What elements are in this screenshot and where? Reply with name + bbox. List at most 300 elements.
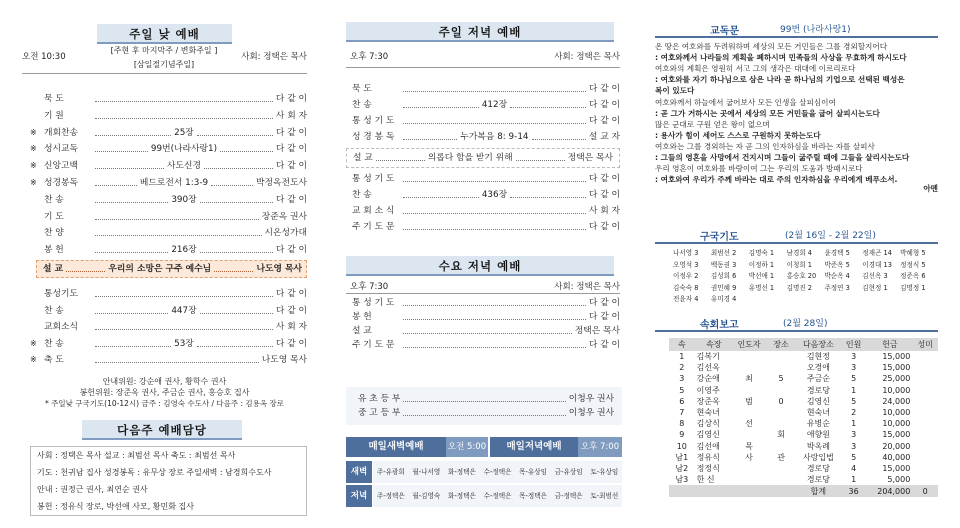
- order-row: [30, 176, 307, 190]
- dot-leader: [403, 188, 479, 198]
- order-row: [30, 337, 308, 351]
- table-row: [669, 474, 938, 485]
- divider: [22, 73, 307, 74]
- dot-leader: [95, 142, 148, 152]
- table-cell: 20,000: [882, 441, 911, 451]
- order-person: 사 회 자: [275, 110, 307, 121]
- table-cell: 4: [851, 463, 857, 473]
- table-cell: [912, 351, 938, 362]
- order-detail: 447장: [171, 305, 197, 316]
- order-row: [44, 287, 307, 301]
- table-cell: [912, 385, 938, 396]
- responsive-line: : 곧 그가 거하시는 곳에서 세상의 모든 거민들을 굽어 살피시는도다: [655, 108, 880, 118]
- dot-leader: [204, 159, 273, 169]
- sunday-time: 오전 10:30: [22, 52, 66, 62]
- table-cell: [765, 351, 797, 362]
- prayer-name: 이경대 13: [862, 260, 892, 269]
- order-detail: 25장: [174, 127, 194, 138]
- sunday-service-title: 주일 낮 예배: [97, 24, 232, 44]
- order-label: 찬 송: [44, 338, 64, 349]
- offering-note: 봉헌위원: 장준옥 권사, 주금순 권사, 홍승호 집사: [79, 388, 250, 397]
- table-row: [669, 396, 938, 407]
- prayer-name: 권민혜 9: [710, 283, 737, 292]
- order-row: [352, 338, 620, 352]
- order-row: [44, 304, 307, 318]
- table-cell: [912, 452, 938, 463]
- sunday-theme1: [주현 후 마지막주 / 변화주일 ]: [110, 46, 218, 55]
- sermon-label: 설 교: [353, 153, 373, 163]
- table-header-cell: 다음장소: [802, 340, 834, 349]
- dot-leader: [403, 82, 586, 92]
- order-row: [352, 130, 620, 144]
- table-cell: 정정식: [696, 463, 720, 473]
- prayer-name: 오영석 3: [673, 260, 699, 269]
- order-detail: 베드로전서 1:3-9: [139, 178, 209, 188]
- dot-leader: [532, 130, 586, 140]
- prayer-name: 김명정 1: [900, 283, 926, 292]
- dot-leader: [95, 193, 168, 203]
- dot-leader: [211, 176, 253, 186]
- table-cell: [733, 407, 765, 418]
- prayer-name: 김숙숙 8: [673, 283, 699, 292]
- table-cell: 김선애: [696, 441, 720, 451]
- table-cell: 5: [851, 396, 857, 406]
- table-cell: 김선옥: [696, 363, 720, 373]
- prayer-name: 나서영 3: [673, 249, 699, 257]
- order-label: 기 도: [44, 211, 64, 222]
- order-label: 주 기 도 문: [352, 340, 395, 350]
- school-row-label: 중 고 등 부: [358, 408, 401, 418]
- table-cell: 김현정: [806, 352, 830, 362]
- sermon-label: 설 교: [43, 264, 64, 274]
- table-row: [669, 362, 938, 373]
- next-week-line: 사회 : 정택은 목사 설교 : 최범선 목사 축도 : 최범선 목사: [37, 451, 236, 460]
- table-total-cell: 합계: [810, 486, 827, 496]
- dot-leader: [403, 310, 586, 320]
- order-person: 다 같 이: [275, 305, 308, 316]
- table-header-cell: 인도자: [737, 340, 761, 349]
- prayer-name: 김성희 6: [710, 272, 737, 280]
- order-person: 다 같 이: [588, 190, 620, 200]
- prayer-name: 김현정 1: [862, 283, 888, 292]
- prayer-name: [824, 294, 862, 306]
- table-cell: 남2: [675, 463, 689, 473]
- order-label: 주 기 도 문: [352, 222, 395, 232]
- table-total-cell: [765, 485, 797, 497]
- daily-row2: [373, 485, 622, 507]
- daily-cell: 토-유상임: [590, 468, 619, 476]
- dot-leader: [95, 320, 273, 330]
- order-row: [44, 193, 307, 207]
- order-row: [30, 142, 307, 156]
- school-row-label: 유 초 등 부: [358, 394, 401, 404]
- table-cell: 10,000: [882, 408, 911, 418]
- dot-leader: [403, 204, 586, 214]
- responsive-header: [655, 22, 938, 38]
- order-label: 묵 도: [44, 94, 64, 104]
- next-week-line: 기도 : 천귀남 집사 성경봉독 : 유무상 장로 주일새벽 : 남경희수도사: [37, 468, 272, 477]
- dot-leader: [95, 176, 137, 186]
- prayer-name: [900, 294, 938, 306]
- order-label: 찬 송: [44, 305, 64, 316]
- table-cell: 회: [777, 430, 785, 440]
- dot-leader: [403, 324, 572, 334]
- order-person: 다 같 이: [275, 127, 308, 138]
- table-cell: [912, 373, 938, 384]
- table-cell: 경로당: [806, 475, 830, 485]
- wednesday-host: 사회: 정택은 목사: [554, 282, 620, 292]
- order-person: 다 같 이: [588, 174, 620, 184]
- prayer-row: [673, 271, 938, 283]
- prayer-name: [749, 294, 787, 306]
- order-row: [44, 243, 307, 257]
- table-cell: 정유식: [696, 452, 720, 462]
- prayer-name: 이정우 2: [673, 272, 699, 280]
- table-cell: 남3: [675, 475, 689, 485]
- table-cell: 현숙녀: [696, 408, 720, 418]
- divider: [346, 67, 620, 68]
- prayer-name: 정재곤 14: [862, 249, 892, 257]
- dot-leader: [403, 130, 457, 140]
- table-header-cell: 장소: [773, 340, 789, 349]
- prayer-name: 전윤자 4: [673, 295, 699, 303]
- table-cell: 5: [851, 452, 857, 462]
- responsive-line: : 여호와께서 나라들의 계획을 폐하시며 민족들의 사상을 무효하게 하시도다: [655, 53, 907, 63]
- responsive-number: 99번 (나라사랑1): [780, 25, 851, 35]
- table-row: [669, 385, 938, 396]
- order-person: 다 같 이: [588, 298, 620, 308]
- table-row: [669, 441, 938, 452]
- responsive-line: 많은 군대로 구원 얻은 왕이 없으며: [655, 119, 770, 129]
- table-cell: 김복기: [696, 352, 720, 362]
- table-cell: 1: [851, 419, 857, 429]
- responsive-line: : 여호와를 자기 하나님으로 삼은 나라 곧 하나님의 기업으로 선택된 백성은: [655, 75, 905, 85]
- responsive-line: 복이 있도다: [655, 86, 695, 96]
- prayer-name: 남경희 4: [786, 249, 812, 257]
- order-person: 시온성가대: [264, 228, 307, 239]
- prayer-name: [862, 294, 900, 306]
- order-row: [352, 172, 620, 186]
- dot-leader: [510, 98, 586, 108]
- evening-time: 오후 7:30: [350, 52, 389, 62]
- table-cell: 0: [778, 396, 784, 406]
- bullet-mark: ※: [30, 178, 37, 187]
- sermon-title: 우리의 소망은 구주 예수님: [108, 264, 212, 274]
- order-label: 신앙고백: [44, 161, 78, 172]
- table-cell: 1: [679, 352, 685, 362]
- table-header-row: [669, 338, 938, 351]
- table-header-cell: 성미: [917, 340, 933, 349]
- table-cell: 25,000: [882, 374, 911, 384]
- table-cell: 1: [851, 385, 857, 395]
- table-cell: 강순애: [696, 374, 720, 384]
- prayer-name: 최범선 2: [710, 249, 737, 257]
- order-row: [30, 126, 308, 140]
- table-row: [669, 407, 938, 418]
- table-cell: 3: [851, 430, 857, 440]
- table-cell: 범: [745, 396, 753, 406]
- order-label: 통성기도: [44, 289, 78, 299]
- next-week-box: [30, 446, 307, 516]
- dot-leader: [220, 142, 273, 152]
- table-cell: 15,000: [882, 363, 911, 373]
- sermon-preacher: 나도영 목사: [256, 264, 302, 274]
- prayer-name: 박선애 1: [748, 272, 775, 280]
- table-cell: [765, 474, 797, 485]
- dot-leader: [403, 220, 586, 230]
- order-person: 박정옥전도사: [256, 178, 307, 188]
- daily-row1: [373, 461, 622, 483]
- daily-cell: 월-김영숙: [412, 492, 441, 500]
- dawn-time: 오전 5:00: [446, 437, 488, 457]
- order-label: 기 원: [44, 110, 64, 121]
- evening-service-title: 주일 저녁 예배: [346, 22, 614, 42]
- table-cell: [733, 351, 765, 362]
- order-row: [30, 353, 307, 367]
- table-cell: 박옥례: [806, 441, 830, 451]
- table-cell: 목: [745, 441, 753, 451]
- order-person: 사 회 자: [275, 322, 307, 332]
- order-label: 찬 송: [352, 100, 372, 110]
- table-cell: 8: [679, 419, 685, 429]
- daily-cell: 금-정택은: [554, 492, 583, 500]
- next-week-line: 안내 : 권정근 권사, 최연순 권사: [37, 485, 148, 494]
- evening-host: 사회: 정택은 목사: [554, 52, 620, 62]
- table-cell: 1: [851, 475, 857, 485]
- sunday-theme2: [삼일절기념주일]: [133, 60, 195, 69]
- daily-cell: 화-정택은: [448, 468, 476, 476]
- prayer-name: 이정하 1: [748, 260, 775, 269]
- order-detail: 99번(나라사랑1): [150, 144, 218, 155]
- table-cell: 40,000: [882, 452, 911, 462]
- table-cell: [733, 463, 765, 474]
- prayer-name: [787, 294, 825, 306]
- order-detail: 436장: [481, 190, 508, 200]
- table-cell: 김영신: [806, 396, 830, 406]
- table-cell: 5,000: [887, 475, 911, 485]
- table-cell: [912, 474, 938, 485]
- daily-cell: 토-최범선: [590, 492, 619, 500]
- prayer-name: 유미경 4: [710, 295, 737, 303]
- eve-time: 오후 7:00: [578, 437, 622, 457]
- dot-leader: [95, 353, 259, 363]
- order-label: 개회찬송: [44, 127, 78, 138]
- table-cell: 한 신: [696, 475, 715, 485]
- table-row: [669, 429, 938, 440]
- dot-leader: [95, 159, 164, 169]
- table-cell: [912, 418, 938, 429]
- table-cell: 경로당: [806, 463, 830, 473]
- order-person: 설 교 자: [588, 132, 620, 142]
- table-cell: 김영신: [696, 430, 720, 440]
- table-cell: [912, 396, 938, 407]
- table-cell: 10: [676, 441, 687, 451]
- prayer-grid: [673, 248, 938, 306]
- order-label: 찬 양: [44, 228, 64, 239]
- eve-label: 매일저녁예배: [490, 437, 578, 457]
- table-cell: 15,000: [882, 430, 911, 440]
- dot-leader: [510, 188, 586, 198]
- order-person: 다 같 이: [588, 312, 620, 322]
- order-row: [352, 114, 620, 128]
- order-person: 다 같 이: [275, 338, 308, 349]
- dawn-label: 매일새벽예배: [346, 437, 446, 457]
- order-label: 봉 헌: [44, 245, 64, 256]
- table-header-cell: 헌금: [882, 340, 898, 349]
- cell-header: [655, 316, 938, 332]
- dot-leader: [403, 338, 586, 348]
- bullet-mark: ※: [30, 144, 37, 154]
- table-cell: [912, 429, 938, 440]
- table-total-cell: 0: [922, 486, 928, 496]
- order-person: 다 같 이: [588, 222, 620, 232]
- order-label: 성경봉독: [44, 178, 78, 188]
- order-row: [44, 320, 307, 334]
- responsive-line: : 용사가 힘이 세어도 스스로 구원하지 못하는도다: [655, 130, 821, 140]
- dot-leader: [95, 337, 171, 347]
- ushers-note: 안내위원: 강순애 권사, 황학수 권사: [102, 377, 227, 386]
- order-person: 다 같 이: [275, 94, 307, 104]
- table-cell: 10,000: [882, 385, 911, 395]
- dot-leader: [197, 126, 273, 136]
- table-cell: 3: [851, 363, 857, 373]
- responsive-line: 여호와의 계획은 영원히 서고 그의 생각은 대대에 이르리로다: [655, 64, 856, 74]
- order-person: 다 같 이: [275, 144, 307, 155]
- dot-leader: [95, 109, 273, 119]
- prayer-name: 유명선 1: [748, 283, 775, 292]
- table-total-cell: [733, 485, 765, 497]
- table-header-cell: 속: [677, 340, 686, 349]
- school-time: 주일 오전 9:00: [555, 371, 616, 381]
- order-person: 다 같 이: [275, 289, 307, 299]
- table-total-cell: [669, 485, 695, 497]
- prayer-period: (2월 16일 - 2월 22일): [785, 231, 876, 241]
- order-label: 찬 송: [352, 190, 372, 200]
- dot-leader: [403, 296, 586, 306]
- table-row: [669, 463, 938, 474]
- order-person: 다 같 이: [275, 161, 307, 172]
- table-cell: 3: [679, 374, 685, 384]
- daily-cell: 수-정택은: [483, 492, 512, 500]
- wednesday-title: 수요 저녁 예배: [346, 256, 614, 276]
- daily-row1-label: 새벽: [346, 461, 372, 483]
- order-row: [352, 82, 620, 96]
- order-label: 설 교: [352, 326, 372, 336]
- table-cell: 2: [851, 408, 857, 418]
- table-cell: [765, 441, 797, 452]
- order-row: [352, 204, 620, 218]
- responsive-line: 여호와께서 하늘에서 굽어보사 모든 인생을 살피심이여: [655, 97, 836, 107]
- table-cell: 이영주: [696, 385, 720, 395]
- daily-cell: 화-정택은: [448, 492, 476, 500]
- dot-leader: [95, 226, 262, 236]
- table-header-cell: 인원: [845, 340, 862, 349]
- prayer-name: 김선옥 3: [862, 272, 888, 280]
- order-label: 성시교독: [44, 144, 78, 155]
- dot-leader: [200, 193, 273, 203]
- order-person: 다 같 이: [588, 116, 620, 126]
- table-cell: 15,000: [882, 463, 911, 473]
- table-cell: [912, 441, 938, 452]
- order-row: [352, 324, 620, 338]
- table-cell: [733, 362, 765, 373]
- divider: [346, 293, 620, 294]
- table-cell: 선: [745, 419, 753, 429]
- cell-title: 속회보고: [700, 320, 739, 331]
- table-total-row: [669, 485, 938, 497]
- table-cell: 9: [679, 430, 685, 440]
- daily-cell: 금-유상임: [554, 468, 583, 476]
- table-row: [669, 452, 938, 463]
- dot-leader: [95, 287, 273, 297]
- order-detail: 412장: [481, 100, 508, 110]
- table-cell: 애향원: [806, 430, 830, 440]
- order-label: 통 성 기 도: [352, 298, 395, 308]
- table-cell: [912, 362, 938, 373]
- order-label: 봉 헌: [352, 312, 372, 322]
- order-row: [44, 92, 307, 106]
- prayer-name: 김명숙 1: [748, 249, 775, 257]
- responsive-title: 교독문: [710, 26, 739, 37]
- table-cell: 사랑입법: [802, 452, 834, 462]
- next-week-title: 다음주 예배담당: [82, 420, 242, 440]
- order-label: 통 성 기 도: [352, 174, 395, 184]
- table-cell: 5: [778, 374, 784, 384]
- dot-leader: [95, 126, 171, 136]
- daily-row2-label: 저녁: [346, 485, 372, 507]
- column-sunday: [22, 0, 307, 528]
- table-total-cell: 204,000: [877, 486, 911, 496]
- next-week-line: 봉헌 : 정유식 장로, 박선애 사모, 황민화 집사: [37, 502, 194, 511]
- daily-cell: 주-유광희: [376, 468, 405, 476]
- table-cell: 3: [851, 441, 857, 451]
- table-cell: [733, 474, 765, 485]
- dot-leader: [95, 210, 259, 220]
- responsive-line: 아멘: [923, 184, 938, 194]
- responsive-line: : 여호와여 우리가 주께 바라는 대로 주의 인자하심을 우리에게 베푸소서.: [655, 175, 898, 185]
- prayer-name: 정준옥 6: [900, 272, 926, 280]
- wednesday-time: 오후 7:30: [350, 282, 389, 292]
- school-title: 교회학교 예배: [356, 370, 418, 381]
- table-cell: 장준옥: [696, 396, 720, 406]
- table-cell: [912, 407, 938, 418]
- column-evening: [338, 0, 628, 528]
- table-cell: [765, 385, 797, 396]
- prayer-name: 홍승호 20: [786, 272, 817, 280]
- prayer-note: * 주일낮 구국기도(10-12시) 금주 : 김영숙 수도사 / 다음주 : 김용옥 장로: [44, 399, 285, 408]
- prayer-row: [673, 283, 938, 295]
- school-box: [346, 387, 622, 425]
- prayer-name: 주정연 3: [824, 283, 850, 292]
- sunday-sermon-box: [36, 260, 307, 278]
- table-cell: 5: [851, 374, 857, 384]
- evening-sermon-box: [346, 148, 620, 168]
- responsive-line: 온 땅은 여호와를 두려워하며 세상의 모든 거민들은 그를 경외할지어다: [655, 42, 888, 51]
- prayer-name: 박혜형 5: [900, 249, 926, 257]
- bullet-mark: ※: [30, 355, 37, 364]
- order-row: [352, 98, 620, 112]
- table-cell: [912, 463, 938, 474]
- table-cell: 현숙녀: [806, 408, 830, 418]
- cell-date: (2월 28일): [783, 319, 828, 329]
- order-person: 나도영 목사: [261, 355, 307, 365]
- bullet-mark: ※: [30, 127, 37, 137]
- bullet-mark: ※: [30, 338, 37, 348]
- prayer-name: 박순옥 4: [824, 272, 850, 280]
- table-cell: 5: [679, 385, 685, 395]
- order-label: 성 경 봉 독: [352, 132, 395, 142]
- table-cell: 7: [679, 408, 685, 418]
